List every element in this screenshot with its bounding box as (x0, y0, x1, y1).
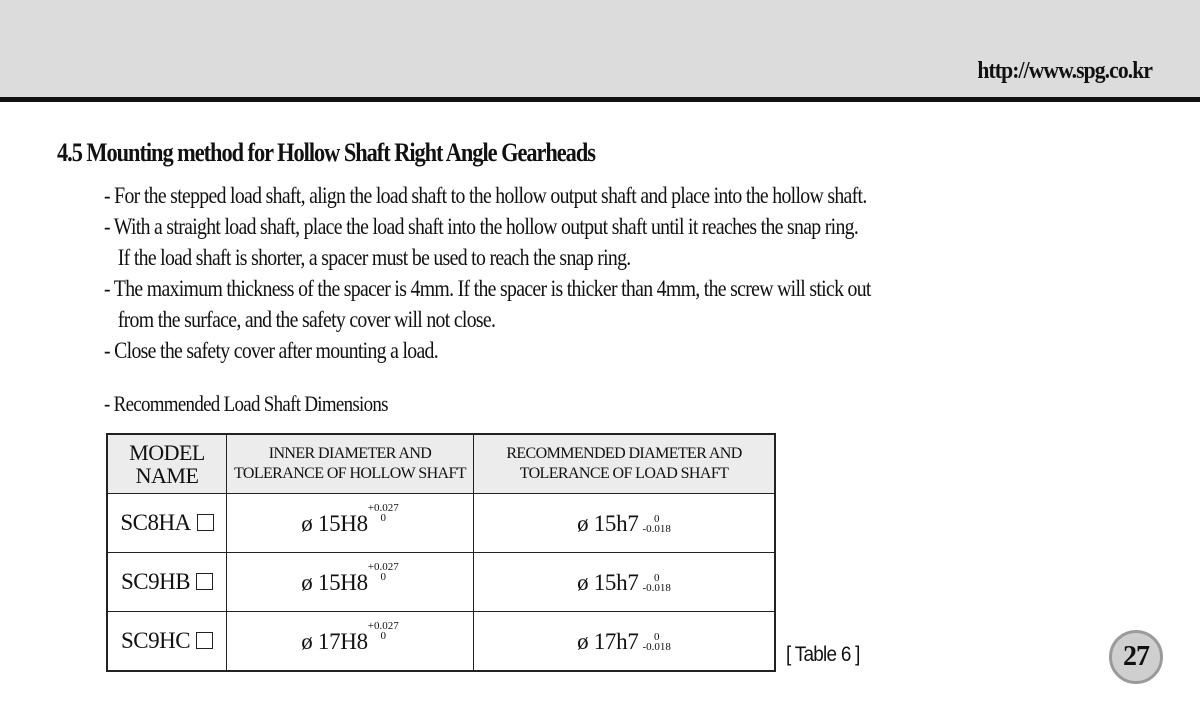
recommended-diameter-cell (474, 494, 776, 553)
inner-diameter-cell (227, 494, 474, 553)
inner-tolerance (367, 620, 399, 647)
table-row (107, 553, 775, 612)
recommended-tolerance (642, 627, 671, 653)
inner-tolerance (367, 502, 399, 529)
model-name: SC9HB (120, 569, 191, 594)
tolerance-upper: 0 (653, 631, 660, 643)
instruction-item: - The maximum thickness of the spacer is 4mm. If the spacer is thicker than 4mm, the screw will stick out (104, 276, 871, 301)
inner-diameter-value: ø 17H8 (301, 629, 368, 654)
header-text: MODEL (129, 440, 205, 465)
model-checkbox[interactable] (196, 573, 213, 590)
tolerance-lower: 0 (380, 630, 387, 642)
inner-diameter-value: ø 15H8 (301, 570, 368, 595)
tolerance-upper: 0 (653, 513, 660, 525)
model-cell (107, 553, 227, 612)
model-checkbox[interactable] (197, 514, 214, 531)
site-url[interactable]: http://www.spg.co.kr (977, 58, 1152, 84)
section-title: 4.5 Mounting method for Hollow Shaft Right Angle Gearheads (57, 138, 595, 167)
model-checkbox[interactable] (196, 632, 213, 649)
header-inner-diameter (227, 434, 474, 494)
recommended-diameter-cell (474, 612, 776, 672)
table-header-row (107, 434, 775, 494)
table-label: [ Table 6 ] (786, 643, 860, 666)
model-cell (107, 494, 227, 553)
model-cell (107, 612, 227, 672)
tolerance-upper: +0.027 (367, 620, 399, 632)
model-name: SC8HA (120, 510, 191, 535)
inner-diameter-cell (227, 612, 474, 672)
tolerance-lower: 0 (380, 512, 387, 524)
recommended-diameter-value: ø 15h7 (577, 511, 639, 536)
header-text: TOLERANCE OF HOLLOW SHAFT (234, 465, 466, 482)
tolerance-lower: -0.018 (642, 582, 671, 594)
recommended-tolerance (642, 509, 671, 535)
instruction-item: - With a straight load shaft, place the load shaft into the hollow output shaft until it reaches the snap ring. (104, 214, 859, 239)
tolerance-upper: 0 (653, 572, 660, 584)
instruction-list (104, 180, 1104, 366)
recommended-diameter-value: ø 17h7 (577, 629, 639, 654)
table-row (107, 612, 775, 672)
tolerance-upper: +0.027 (367, 561, 399, 573)
inner-diameter-value: ø 15H8 (301, 511, 368, 536)
instruction-item-continued: from the surface, and the safety cover will not close. (117, 307, 496, 332)
model-name: SC9HC (120, 628, 191, 653)
inner-tolerance (367, 561, 399, 588)
tolerance-upper: +0.027 (367, 502, 399, 514)
header-text: RECOMMENDED DIAMETER AND (506, 445, 742, 462)
tolerance-lower: 0 (380, 571, 387, 583)
page-number: 27 (1123, 641, 1149, 672)
instruction-item: - Close the safety cover after mounting a load. (104, 338, 439, 363)
table-row (107, 494, 775, 553)
page-number-badge (1109, 630, 1163, 684)
instruction-item: - For the stepped load shaft, align the load shaft to the hollow output shaft and place into the hollow shaft. (104, 183, 867, 208)
header-text: INNER DIAMETER AND (268, 445, 432, 462)
tolerance-lower: -0.018 (642, 523, 671, 535)
header-text: NAME (135, 463, 199, 488)
instruction-item-continued: If the load shaft is shorter, a spacer must be used to reach the snap ring. (117, 245, 631, 270)
recommended-diameter-cell (474, 553, 776, 612)
header-text: TOLERANCE OF LOAD SHAFT (519, 465, 729, 482)
table-caption: - Recommended Load Shaft Dimensions (104, 391, 388, 416)
inner-diameter-cell (227, 553, 474, 612)
recommended-diameter-value: ø 15h7 (577, 570, 639, 595)
header-recommended-diameter (474, 434, 776, 494)
tolerance-lower: -0.018 (642, 641, 671, 653)
header-divider (0, 97, 1200, 102)
dimensions-table (106, 433, 776, 672)
recommended-tolerance (642, 568, 671, 594)
header-model-name (107, 434, 227, 494)
